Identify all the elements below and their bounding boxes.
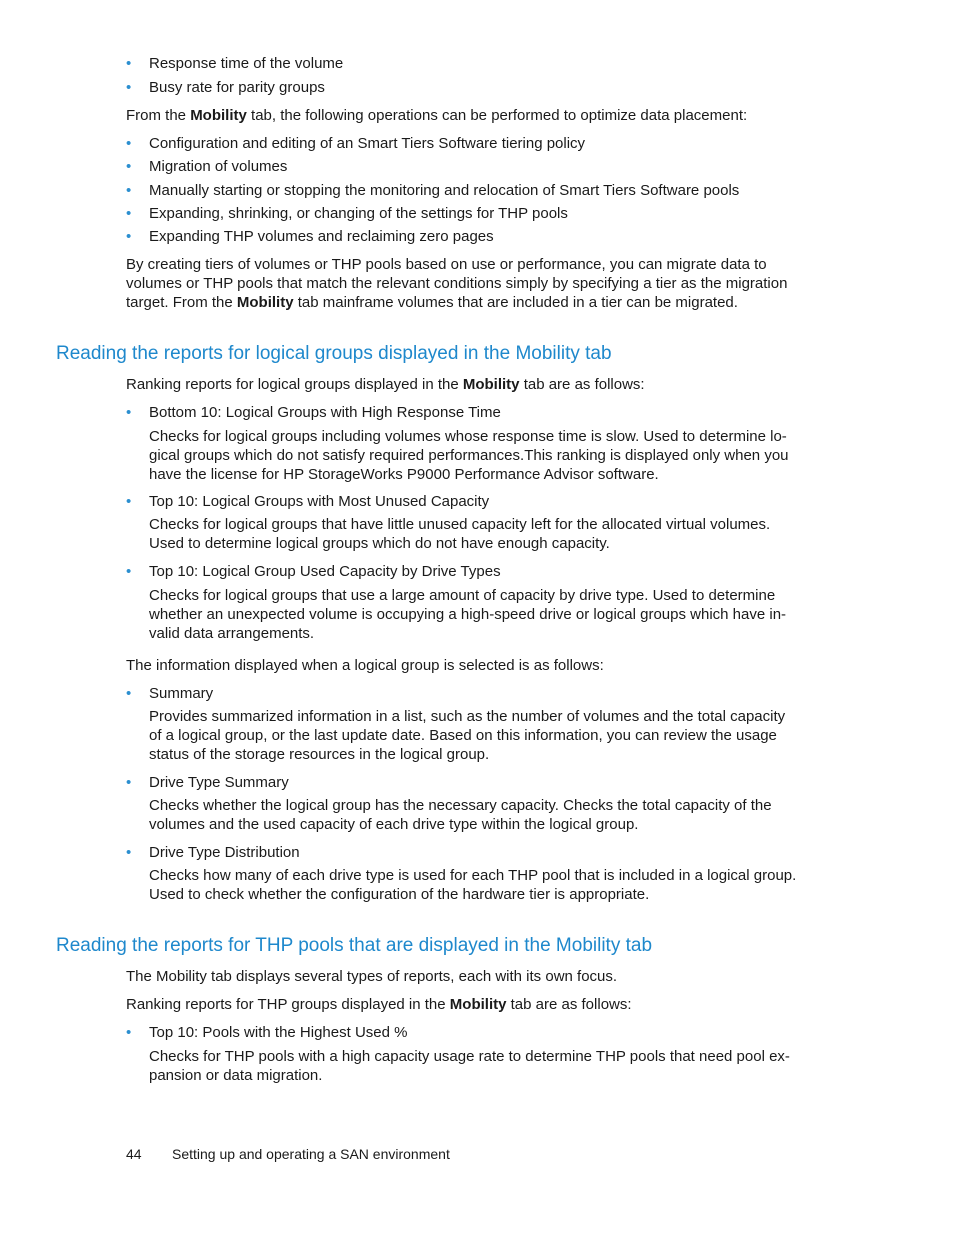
report-item-description: Checks for THP pools with a high capacity usage rate to determine THP pools that need pool ex- pansion or data migration. — [149, 1048, 790, 1084]
info-item-title: • Drive Type Summary — [126, 773, 806, 792]
bullet-item: • Migration of volumes — [126, 157, 806, 176]
info-item-title: • Summary — [126, 684, 806, 703]
bullet-item: • Manually starting or stopping the monitoring and relocation of Smart Tiers Software pools — [126, 181, 806, 200]
info-item-description: Checks whether the logical group has the necessary capacity. Checks the total capacity of the volumes and the used capacity of each drive type within the logical group. — [149, 797, 772, 833]
report-item-title: • Bottom 10: Logical Groups with High Response Time — [126, 403, 806, 422]
bullet-item: • Expanding, shrinking, or changing of the settings for THP pools — [126, 204, 806, 223]
report-item-description: Checks for logical groups that use a large amount of capacity by drive type. Used to determine whether an unexpected volume is occupying a high-speed drive or logical groups which have in- valid data arrangements. — [149, 587, 787, 642]
section2-intro: Ranking reports for THP groups displayed in the Mobility tab are as follows: — [126, 996, 632, 1013]
section1-intro: Ranking reports for logical groups displayed in the Mobility tab are as follows: — [126, 376, 645, 393]
info-intro-paragraph: The information displayed when a logical group is selected is as follows: — [126, 657, 604, 674]
page-footer — [126, 1146, 450, 1163]
section-heading-thp-pools: Reading the reports for THP pools that are displayed in the Mobility tab — [56, 935, 653, 956]
mobility-intro-paragraph: From the Mobility tab, the following operations can be performed to optimize data placement: — [126, 107, 748, 124]
section2-paragraph: The Mobility tab displays several types of reports, each with its own focus. — [126, 968, 618, 985]
info-item-description: Provides summarized information in a list, such as the number of volumes and the total capacity of a logical group, or the last update date. Based on this information, you can review the usage status of the storage resources in the logical group. — [149, 708, 786, 763]
report-item-title: • Top 10: Logical Groups with Most Unused Capacity — [126, 492, 806, 511]
footer-title: Setting up and operating a SAN environment — [172, 1146, 450, 1162]
section-heading-logical-groups: Reading the reports for logical groups displayed in the Mobility tab — [56, 343, 612, 364]
info-item-title: • Drive Type Distribution — [126, 843, 806, 862]
report-item-description: Checks for logical groups that have little unused capacity left for the allocated virtual volumes. Used to determine logical groups which do not have enough capacity. — [149, 516, 771, 552]
report-item-title: • Top 10: Pools with the Highest Used % — [126, 1023, 806, 1042]
bullet-item: • Expanding THP volumes and reclaiming zero pages — [126, 227, 806, 246]
tiers-paragraph: By creating tiers of volumes or THP pools based on use or performance, you can migrate data to volumes or THP pools that match the relevant conditions simply by specifying a tier as the migration target. From the Mobility tab mainframe volumes that are included in a tier can be migrated. — [126, 256, 788, 311]
info-item-description: Checks how many of each drive type is used for each THP pool that is included in a logical group. Used to check whether the configuration of the hardware tier is appropriate. — [149, 867, 797, 903]
bullet-item: • Busy rate for parity groups — [126, 78, 806, 97]
bullet-item: • Configuration and editing of an Smart Tiers Software tiering policy — [126, 134, 806, 153]
report-item-title: • Top 10: Logical Group Used Capacity by Drive Types — [126, 562, 806, 581]
page-number: 44 — [126, 1146, 142, 1162]
report-item-description: Checks for logical groups including volumes whose response time is slow. Used to determine lo- gical groups which do not satisfy required performances.This ranking is displayed only when you have the license for HP StorageWorks P9000 Performance Advisor software. — [149, 428, 789, 483]
bullet-item: • Response time of the volume — [126, 54, 806, 73]
